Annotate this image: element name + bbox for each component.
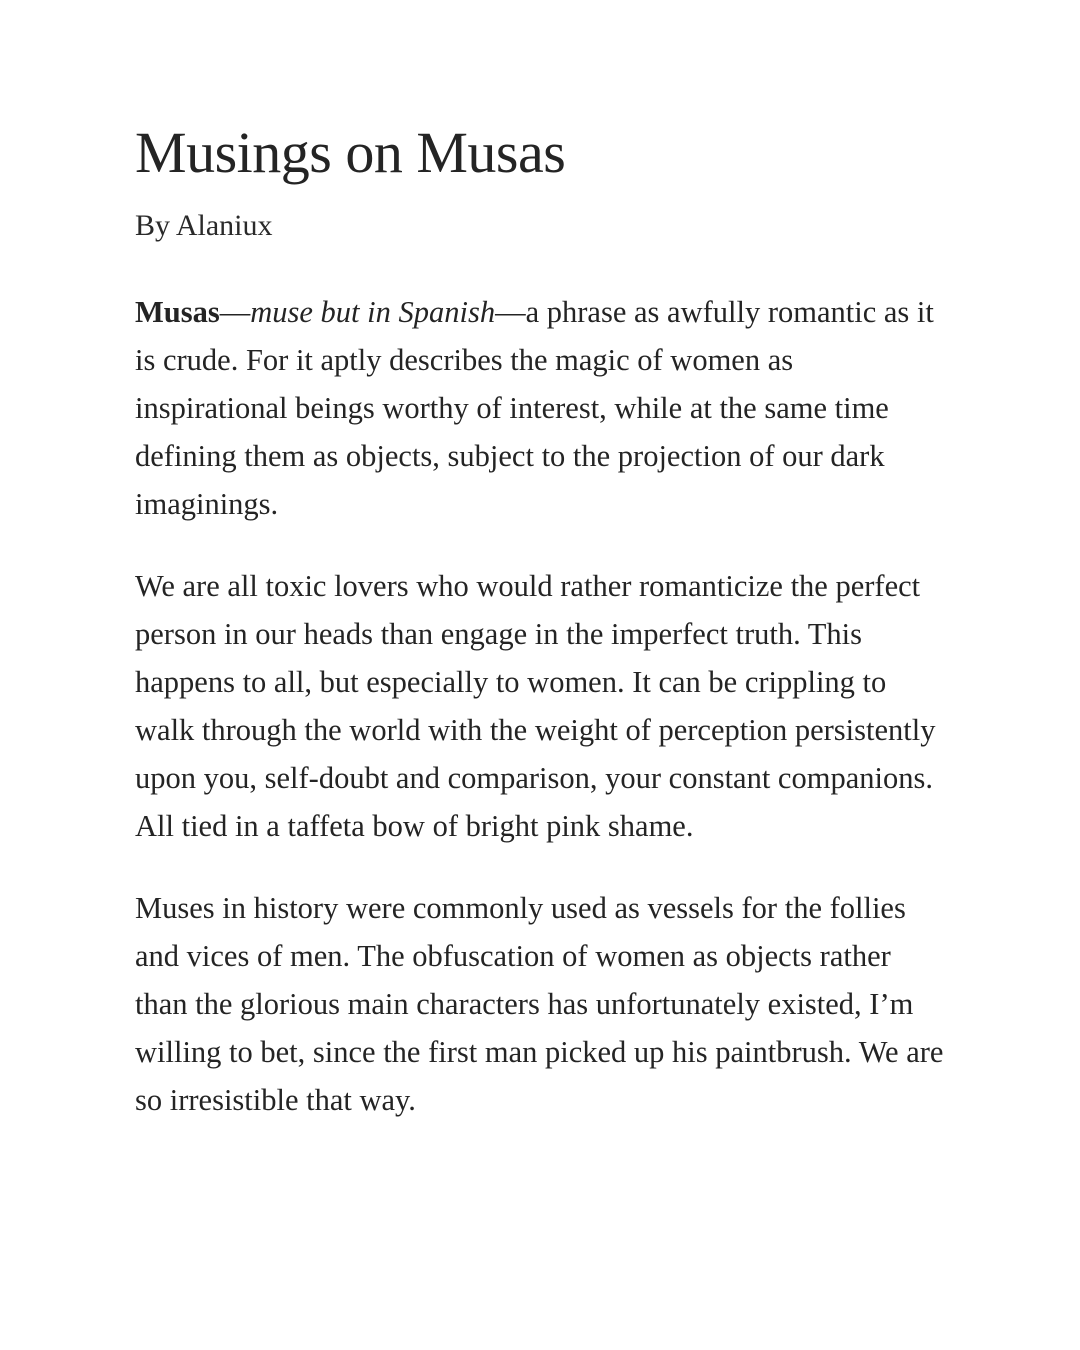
paragraph-2: We are all toxic lovers who would rather romanticize the perfect person in our heads than engage in the imperfect truth. This happens to all, but especially to women. It can be crippling to walk through the world with the weight of perception persistently upon you, self-doubt and comparison, your constant companions. All tied in a taffeta bow of bright pink shame. — [135, 569, 936, 843]
lead-term: Musas — [135, 295, 220, 329]
paragraph-1 — [135, 288, 950, 528]
em-dash: — — [219, 295, 251, 329]
byline: By Alaniux — [135, 209, 273, 242]
article-title: Musings on Musas — [135, 120, 566, 185]
paragraph-3: Muses in history were commonly used as vessels for the follies and vices of men. The obfuscation of women as objects rather than the glorious main characters has unfortunately existed, I’m willing to bet, since the first man picked up his paintbrush. We are so irresistible that way. — [135, 891, 944, 1117]
paragraph-1-text: a phrase as awfully romantic as it is crude. For it aptly describes the magic of women as inspirational beings worthy of interest, while at the same time defining them as objects, subject to the projection of our dark imaginings. — [135, 295, 934, 521]
em-dash: — — [495, 295, 526, 329]
lead-translation: muse but in Spanish — [250, 295, 496, 329]
article — [135, 118, 950, 1124]
